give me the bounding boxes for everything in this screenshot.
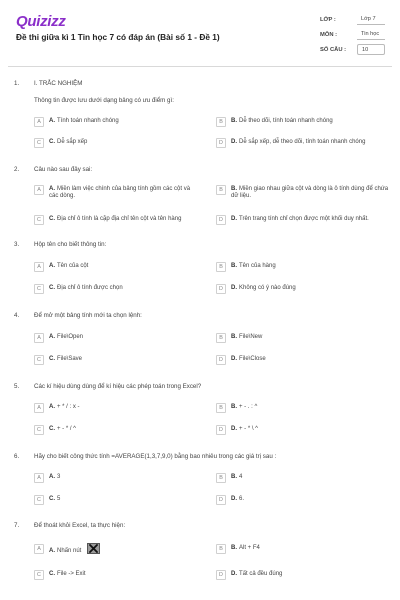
question-text: Để mở một bảng tính mới ta chọn lệnh:: [34, 312, 142, 319]
option-c[interactable]: [34, 355, 82, 367]
option-text: A. + * / : x -: [49, 404, 80, 410]
option-b[interactable]: [216, 473, 242, 485]
option-letter-box: B: [216, 473, 226, 483]
option-letter-box: D: [216, 495, 226, 505]
option-letter-box: D: [216, 138, 226, 148]
option-letter-box: B: [216, 185, 226, 195]
option-text: B. Dễ theo dõi, tính toán nhanh chóng: [231, 118, 333, 124]
option-c[interactable]: [34, 425, 76, 437]
option-text: B. Alt + F4: [231, 545, 260, 551]
question-number: 6.: [14, 453, 20, 460]
option-letter-box: C: [34, 570, 44, 580]
option-a[interactable]: [34, 333, 83, 345]
option-text: D. 6.: [231, 496, 245, 502]
option-d[interactable]: [216, 138, 365, 150]
class-label: LỚP :: [320, 17, 336, 23]
question-text: Hộp tên cho biết thông tin:: [34, 241, 107, 248]
option-text: D. Trên trang tính chỉ chọn được một khối duy nhất.: [231, 216, 369, 222]
option-text: A. Miền làm việc chính của bảng tính gồm các cột và các dòng.: [49, 186, 191, 199]
option-text: A. 3: [49, 474, 61, 480]
option-text: B. 4: [231, 474, 243, 480]
option-letter-box: D: [216, 425, 226, 435]
option-text: C. Địa chỉ ô tính được chọn: [49, 285, 123, 291]
option-a[interactable]: [34, 403, 80, 415]
option-c[interactable]: [34, 284, 123, 296]
question-text: Để thoát khỏi Excel, ta thực hiện:: [34, 522, 126, 529]
option-letter-box: C: [34, 284, 44, 294]
option-b[interactable]: [216, 333, 262, 345]
option-a[interactable]: [34, 544, 100, 556]
option-letter-box: C: [34, 138, 44, 148]
option-letter-box: D: [216, 355, 226, 365]
close-x-icon: [87, 543, 100, 554]
option-letter-box: D: [216, 284, 226, 294]
question-text: Hãy cho biết công thức tính =AVERAGE(1,3,7,9,0) bằng bao nhiêu trong các giá trị sau :: [34, 453, 277, 460]
option-text: C. 5: [49, 496, 61, 502]
option-d[interactable]: [216, 284, 296, 296]
option-text: A. Tên của cột: [49, 263, 89, 269]
class-value: Lớp 7: [357, 14, 385, 25]
option-text: C. File -> Exit: [49, 571, 86, 577]
option-text: D. Tất cả đều đúng: [231, 571, 283, 577]
option-letter-box: D: [216, 570, 226, 580]
option-text: D. + - * \ ^: [231, 426, 258, 432]
option-letter-box: B: [216, 117, 226, 127]
subject-label: MÔN :: [320, 32, 338, 38]
option-letter-box: A: [34, 185, 44, 195]
question-number: 4.: [14, 312, 20, 319]
option-a[interactable]: [34, 117, 119, 129]
option-b[interactable]: [216, 544, 260, 556]
option-letter-box: B: [216, 262, 226, 272]
option-letter-box: A: [34, 403, 44, 413]
option-text: C. + - * / ^: [49, 426, 76, 432]
question-number: 1.: [14, 80, 20, 87]
option-letter-box: A: [34, 473, 44, 483]
option-text: C. Dễ sắp xếp: [49, 139, 88, 145]
option-text: B. Miền giao nhau giữa cột và dòng là ô tính dùng để chứa dữ liệu.: [231, 186, 389, 199]
option-a[interactable]: [34, 473, 60, 485]
question-number: 2.: [14, 166, 20, 173]
quizizz-logo: Quizizz: [16, 13, 66, 30]
option-c[interactable]: [34, 570, 86, 582]
question-text: Các kí hiệu dùng dùng để kí hiệu các phép toán trong Excel?: [34, 383, 202, 390]
option-d[interactable]: [216, 570, 282, 582]
option-text: A. Nhấn nút: [49, 544, 100, 556]
question-count-label: SỐ CÂU :: [320, 47, 347, 53]
option-letter-box: C: [34, 495, 44, 505]
option-d[interactable]: [216, 355, 266, 367]
option-text: A. Tính toán nhanh chóng: [49, 118, 119, 124]
option-b[interactable]: [216, 262, 276, 274]
header-divider: [8, 66, 392, 67]
option-text: D. Dễ sắp xếp, dễ theo dõi, tính toán nhanh chóng: [231, 139, 366, 145]
option-letter-box: A: [34, 117, 44, 127]
page-header: [0, 0, 400, 68]
question-number: 7.: [14, 522, 20, 529]
option-text: B. File\New: [231, 334, 263, 340]
option-c[interactable]: [34, 215, 181, 227]
document-title: Đề thi giữa kì 1 Tin học 7 có đáp án (Bài số 1 - Đề 1): [16, 32, 220, 42]
option-b[interactable]: [216, 185, 391, 197]
option-letter-box: C: [34, 355, 44, 365]
option-letter-box: B: [216, 544, 226, 554]
option-c[interactable]: [34, 138, 87, 150]
question-number: 3.: [14, 241, 20, 248]
option-letter-box: D: [216, 215, 226, 225]
option-b[interactable]: [216, 117, 333, 129]
option-letter-box: C: [34, 425, 44, 435]
option-letter-box: A: [34, 262, 44, 272]
option-d[interactable]: [216, 215, 369, 227]
option-text: A. File\Open: [49, 334, 84, 340]
option-d[interactable]: [216, 495, 244, 507]
option-text: D. Không có ý nào đúng: [231, 285, 296, 291]
option-text: B. + - . : ^: [231, 404, 258, 410]
subject-value: Tin học: [357, 29, 385, 40]
question-count-value: 10: [357, 44, 385, 55]
question-text: Thông tin được lưu dưới dạng bảng có ưu điểm gì:: [34, 97, 174, 104]
option-text: C. File\Save: [49, 356, 83, 362]
option-letter-box: B: [216, 403, 226, 413]
question-text: Câu nào sau đây sai:: [34, 166, 93, 173]
option-b[interactable]: [216, 403, 257, 415]
option-letter-box: A: [34, 544, 44, 554]
option-c[interactable]: [34, 495, 60, 507]
option-d[interactable]: [216, 425, 258, 437]
question-number: 5.: [14, 383, 20, 390]
option-letter-box: A: [34, 333, 44, 343]
option-text: C. Địa chỉ ô tính là cặp địa chỉ tên cột và tên hàng: [49, 216, 182, 222]
option-a[interactable]: [34, 262, 88, 274]
option-letter-box: C: [34, 215, 44, 225]
option-letter-box: B: [216, 333, 226, 343]
section-heading: I. TRẮC NGHIỆM: [34, 80, 83, 87]
option-text: D. File\Close: [231, 356, 266, 362]
option-text: B. Tên của hàng: [231, 263, 276, 269]
option-a[interactable]: [34, 185, 191, 197]
